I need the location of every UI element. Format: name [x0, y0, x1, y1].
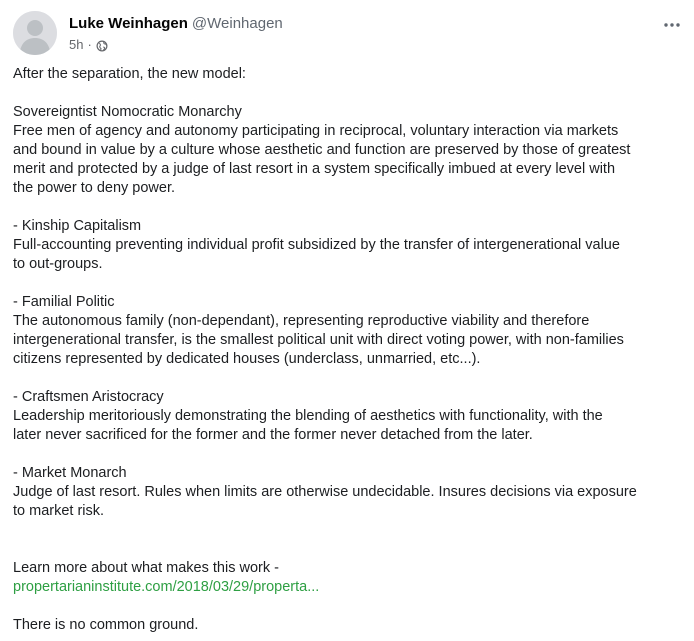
post-meta: [69, 36, 283, 53]
section-heading: - Familial Politic: [13, 294, 115, 310]
section-heading: - Kinship Capitalism: [13, 218, 142, 234]
section-text: The autonomous family (non-dependant), representing reproductive viability and therefore intergenerational transfer, is the smallest political unit with direct voting power, with non-families citizens represented by dedicated houses (underclass, unmarried, etc...).: [13, 313, 624, 367]
section-text: Leadership meritoriously demonstrating the blending of aesthetics with functionality, with the later never sacrificed for the former and the former never detached from the later.: [13, 408, 603, 443]
author-handle[interactable]: @Weinhagen: [191, 15, 283, 32]
external-link[interactable]: propertarianinstitute.com/2018/03/29/properta...: [13, 579, 320, 595]
globe-icon[interactable]: [96, 39, 108, 51]
post-intro: After the separation, the new model:: [13, 66, 246, 82]
section-text: Judge of last resort. Rules when limits are otherwise undecidable. Insures decisions via exposure to market risk.: [13, 484, 637, 519]
learn-more-text: Learn more about what makes this work -: [13, 560, 279, 576]
section-heading: Sovereigntist Nomocratic Monarchy: [13, 104, 242, 120]
post-header: [69, 14, 283, 53]
more-options-button[interactable]: [659, 12, 685, 38]
section-heading: - Market Monarch: [13, 465, 127, 481]
meta-separator: ·: [87, 37, 92, 52]
section-text: Free men of agency and autonomy participating in reciprocal, voluntary interaction via markets and bound in value by a culture whose aesthetic and function are preserved by those of greatest merit and protected by a judge of last resort in a system specifically imbued at every level with the power to deny power.: [13, 123, 631, 196]
author-line: [69, 14, 283, 33]
post-body: [13, 65, 681, 635]
author-name[interactable]: Luke Weinhagen: [69, 15, 188, 32]
post-timestamp[interactable]: 5h: [69, 37, 84, 52]
section-heading: - Craftsmen Aristocracy: [13, 389, 164, 405]
section-text: Full-accounting preventing individual profit subsidized by the transfer of intergenerational value to out-groups.: [13, 237, 620, 272]
more-options-icon: [664, 23, 680, 27]
default-avatar-icon: [13, 11, 57, 55]
closing-text: There is no common ground.: [13, 617, 199, 633]
avatar[interactable]: [13, 11, 57, 55]
